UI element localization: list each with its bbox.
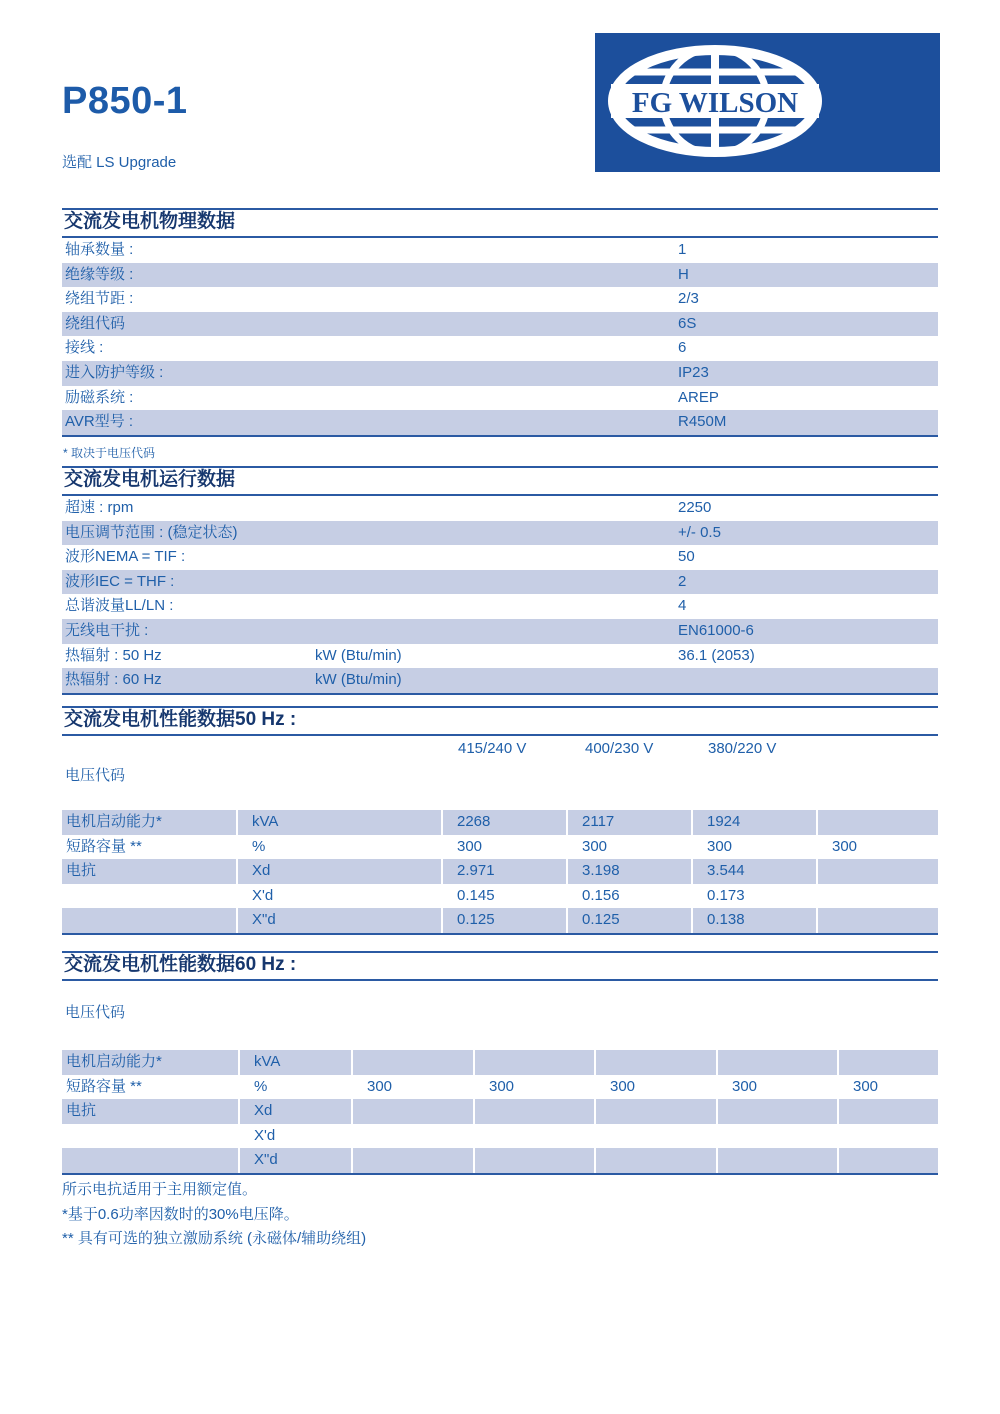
value-cell	[596, 1050, 718, 1075]
unit-cell: X"d	[240, 1148, 353, 1173]
table-row	[62, 810, 938, 835]
row-value: 4	[678, 597, 687, 615]
voltage-header-1: 415/240 V	[458, 740, 527, 757]
performance-table-50hz	[62, 810, 938, 935]
row-label: 接线 :	[65, 339, 104, 357]
voltage-header-3: 380/220 V	[708, 740, 777, 757]
table-row	[62, 594, 938, 619]
row-label-cell	[62, 908, 238, 933]
section-title: 交流发电机性能数据60 Hz :	[64, 954, 297, 975]
row-value: H	[678, 265, 689, 283]
value-cell	[818, 859, 938, 884]
row-label: 进入防护等级 :	[65, 363, 164, 381]
row-value: 2	[678, 572, 687, 590]
page-title: P850-1	[62, 80, 188, 122]
voltage-code-footnote: * 取决于电压代码	[63, 445, 156, 460]
value-cell	[475, 1148, 596, 1173]
value-cell	[596, 1099, 718, 1124]
table-row	[62, 312, 938, 337]
row-label-cell: 电机启动能力*	[62, 1050, 240, 1075]
unit-cell: kVA	[238, 810, 443, 835]
value-cell	[718, 1148, 839, 1173]
operating-data-rows	[62, 496, 938, 695]
unit-cell: Xd	[238, 859, 443, 884]
value-cell	[839, 1099, 938, 1124]
value-cell: 300	[443, 835, 568, 860]
section-header	[62, 951, 938, 981]
row-label: 绝缘等级 :	[65, 265, 134, 283]
row-label: 轴承数量 :	[65, 241, 134, 258]
row-value: IP23	[678, 363, 709, 381]
table-row	[62, 263, 938, 288]
row-value: 36.1 (2053)	[678, 646, 755, 664]
table-row	[62, 835, 938, 860]
section-performance-50hz	[62, 706, 938, 938]
row-label: 总谐波量LL/LN :	[65, 597, 174, 615]
unit-cell: %	[240, 1075, 353, 1100]
section-title: 交流发电机运行数据	[64, 469, 236, 490]
table-row	[62, 545, 938, 570]
value-cell: 1924	[693, 810, 818, 835]
performance-table-60hz	[62, 1050, 938, 1175]
page-subtitle: 选配 LS Upgrade	[62, 154, 177, 171]
unit-cell: %	[238, 835, 443, 860]
value-cell: 0.125	[568, 908, 693, 933]
table-row	[62, 859, 938, 884]
row-label: 热辐射 : 50 Hz	[65, 646, 162, 664]
row-label: 电压调节范围 : (稳定状态)	[65, 523, 238, 541]
unit-cell: X'd	[240, 1124, 353, 1149]
value-cell	[475, 1050, 596, 1075]
section-header	[62, 466, 938, 496]
row-label-cell: 电抗	[62, 859, 238, 884]
row-value: AREP	[678, 388, 719, 406]
row-value: 2250	[678, 499, 712, 516]
footnotes-block	[62, 1178, 366, 1252]
table-row	[62, 1050, 938, 1075]
globe-logo-icon	[595, 33, 940, 172]
row-value: EN61000-6	[678, 621, 754, 639]
table-row	[62, 287, 938, 312]
table-row	[62, 668, 938, 693]
value-cell	[596, 1124, 718, 1149]
value-cell: 300	[568, 835, 693, 860]
value-cell: 2.971	[443, 859, 568, 884]
value-cell	[475, 1124, 596, 1149]
unit-cell: X'd	[238, 884, 443, 909]
row-label: 绕组节距 :	[65, 290, 134, 308]
row-value: 50	[678, 548, 695, 566]
section-header	[62, 706, 938, 736]
table-row	[62, 361, 938, 386]
value-cell: 2268	[443, 810, 568, 835]
row-value: 6S	[678, 314, 697, 332]
fg-wilson-logo	[595, 33, 940, 172]
value-cell	[353, 1148, 475, 1173]
row-label-cell	[62, 1124, 240, 1149]
value-cell	[353, 1050, 475, 1075]
table-row	[62, 908, 938, 933]
value-cell: 0.138	[693, 908, 818, 933]
value-cell	[596, 1148, 718, 1173]
value-cell	[475, 1099, 596, 1124]
row-label: AVR型号 :	[65, 413, 134, 431]
value-cell	[818, 810, 938, 835]
value-cell: 300	[853, 1077, 879, 1095]
value-cell: 0.125	[443, 908, 568, 933]
table-row	[62, 1124, 938, 1149]
table-row	[62, 1148, 938, 1173]
table-row	[62, 410, 938, 435]
row-unit: kW (Btu/min)	[315, 646, 402, 664]
value-cell: 2117	[568, 810, 693, 835]
value-cell: 300	[832, 837, 858, 855]
row-label: 无线电干扰 :	[65, 621, 149, 639]
unit-cell: X"d	[238, 908, 443, 933]
table-row	[62, 238, 938, 263]
voltage-header-2: 400/230 V	[585, 740, 654, 757]
table-row	[62, 570, 938, 595]
row-label-cell	[62, 1148, 240, 1173]
value-cell: 0.145	[443, 884, 568, 909]
value-cell	[718, 1050, 839, 1075]
value-cell: 300	[693, 835, 818, 860]
row-value: 1	[678, 241, 687, 258]
row-label-cell: 电机启动能力*	[62, 810, 238, 835]
value-cell	[718, 1099, 839, 1124]
row-label-cell	[62, 884, 238, 909]
value-cell	[818, 884, 938, 909]
section-operating-data	[62, 466, 938, 695]
value-cell	[818, 908, 938, 933]
voltage-code-label: 电压代码	[65, 1004, 126, 1021]
row-label-cell: 电抗	[62, 1099, 240, 1124]
row-value: R450M	[678, 413, 727, 431]
value-cell	[839, 1124, 938, 1149]
row-label-cell: 短路容量 **	[62, 835, 238, 860]
table-row	[62, 1075, 938, 1100]
row-label: 绕组代码	[65, 314, 126, 332]
value-cell	[353, 1099, 475, 1124]
footnote-reactances: 所示电抗适用于主用额定值。	[62, 1181, 258, 1198]
section-title: 交流发电机性能数据50 Hz :	[64, 709, 297, 730]
voltage-code-label: 电压代码	[65, 767, 126, 784]
table-row	[62, 1099, 938, 1124]
value-cell: 300	[353, 1075, 475, 1100]
logo-text: FG WILSON	[631, 87, 799, 119]
value-cell: 300	[475, 1075, 596, 1100]
table-row	[62, 336, 938, 361]
row-label: 热辐射 : 60 Hz	[65, 671, 162, 689]
row-label-cell: 短路容量 **	[62, 1075, 240, 1100]
section-performance-60hz	[62, 951, 938, 1177]
table-row	[62, 619, 938, 644]
value-cell: 300	[718, 1075, 839, 1100]
value-cell: 0.156	[568, 884, 693, 909]
value-cell: 0.173	[693, 884, 818, 909]
row-label: 励磁系统 :	[65, 388, 134, 406]
value-cell: 300	[596, 1075, 718, 1100]
value-cell	[353, 1124, 475, 1149]
value-cell	[839, 1050, 938, 1075]
section-title: 交流发电机物理数据	[64, 211, 236, 232]
section-physical-data	[62, 208, 938, 461]
table-row	[62, 884, 938, 909]
table-row	[62, 521, 938, 546]
value-cell	[839, 1148, 938, 1173]
row-value: 2/3	[678, 290, 699, 308]
footnote-excitation: ** 具有可选的独立激励系统 (永磁体/辅助绕组)	[62, 1230, 367, 1247]
row-value: 6	[678, 339, 687, 357]
row-unit: kW (Btu/min)	[315, 671, 402, 689]
table-row	[62, 386, 938, 411]
table-row	[62, 644, 938, 669]
value-cell: 3.544	[693, 859, 818, 884]
footnote-voltage-dip: *基于0.6功率因数时的30%电压降。	[62, 1205, 299, 1223]
table-row	[62, 496, 938, 521]
physical-data-rows	[62, 238, 938, 437]
row-label: 波形IEC = THF :	[65, 572, 175, 590]
value-cell	[718, 1124, 839, 1149]
value-cell: 3.198	[568, 859, 693, 884]
row-value: +/- 0.5	[678, 523, 721, 541]
row-label: 波形NEMA = TIF :	[65, 548, 186, 566]
row-label: 超速 : rpm	[65, 499, 134, 516]
section-header	[62, 208, 938, 238]
unit-cell: Xd	[240, 1099, 353, 1124]
unit-cell: kVA	[240, 1050, 353, 1075]
